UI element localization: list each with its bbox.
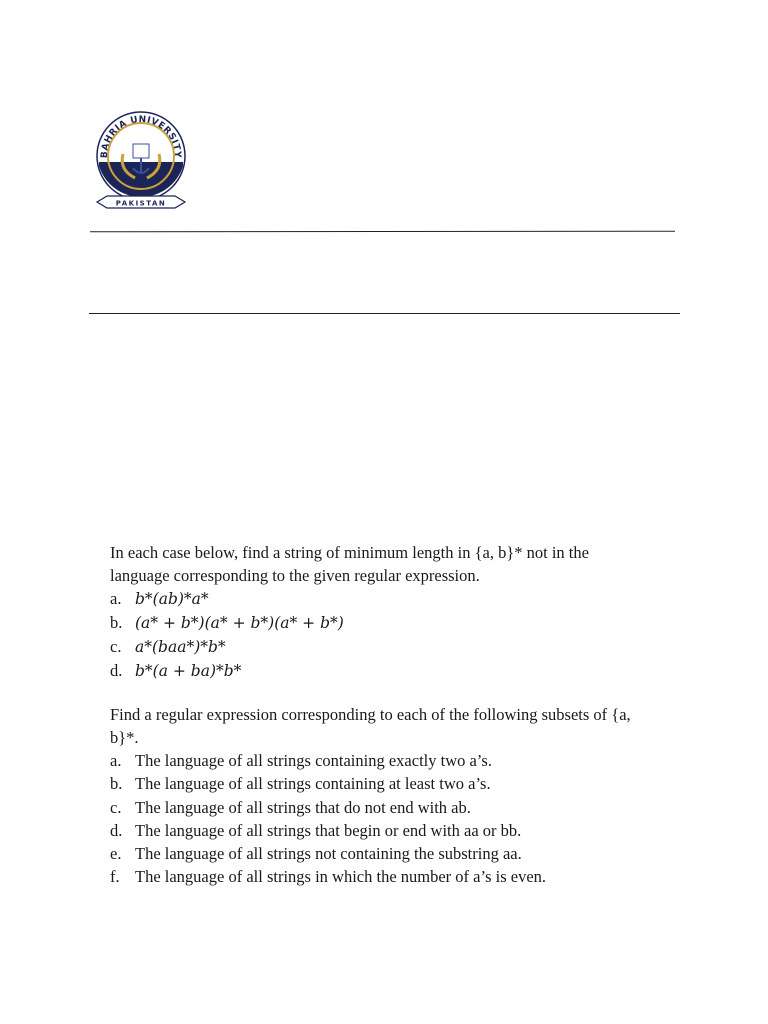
question-2 <box>110 703 650 889</box>
item-expression: a*(baa*)*b* <box>135 638 226 656</box>
item-expression: (a* + b*)(a* + b*)(a* + b*) <box>135 614 344 632</box>
item-text: The language of all strings in which the number of a’s is even. <box>135 867 547 887</box>
item-expression: b*(ab)*a* <box>135 590 209 608</box>
question-2-item-b <box>110 772 650 795</box>
item-label: d. <box>110 820 123 840</box>
question-2-item-c <box>110 796 650 819</box>
item-expression: b*(a + ba)*b* <box>135 662 242 680</box>
item-text: The language of all strings containing at least two a’s. <box>135 774 491 794</box>
question-1-item-d <box>110 659 650 683</box>
item-label: a. <box>110 751 122 770</box>
logo-ribbon-text: PAKISTAN <box>115 199 167 208</box>
item-label: a. <box>110 589 122 608</box>
item-text: The language of all strings containing exactly two a’s. <box>135 751 492 770</box>
item-label: c. <box>110 797 122 817</box>
question-2-intro: Find a regular expression corresponding to each of the following subsets of {a, b}*. <box>110 705 631 747</box>
university-seal-icon <box>93 104 189 216</box>
question-1-intro: In each case below, find a string of minimum length in {a, b}* not in the language corresponding to the given regular expression. <box>110 543 589 585</box>
question-1-item-c <box>110 635 650 659</box>
question-2-item-e <box>110 842 650 865</box>
question-1-item-a <box>110 587 650 611</box>
question-2-item-a <box>110 749 650 772</box>
item-text: The language of all strings that begin or end with aa or bb. <box>135 820 522 840</box>
question-2-item-f <box>110 865 650 888</box>
question-2-item-d <box>110 819 650 842</box>
item-label: b. <box>110 613 123 632</box>
item-label: b. <box>110 774 123 794</box>
item-label: c. <box>110 637 122 656</box>
logo-arc-text: BAHRIA UNIVERSITY <box>99 114 183 159</box>
header-rule-top <box>90 231 675 233</box>
header-rule-bottom <box>89 313 680 314</box>
item-label: d. <box>110 661 123 680</box>
question-1-item-b <box>110 611 650 635</box>
question-1 <box>110 541 650 683</box>
item-label: f. <box>110 867 120 887</box>
item-text: The language of all strings that do not end with ab. <box>135 797 471 817</box>
item-text: The language of all strings not containing the substring aa. <box>135 844 522 864</box>
university-logo <box>93 104 189 216</box>
item-label: e. <box>110 844 122 864</box>
